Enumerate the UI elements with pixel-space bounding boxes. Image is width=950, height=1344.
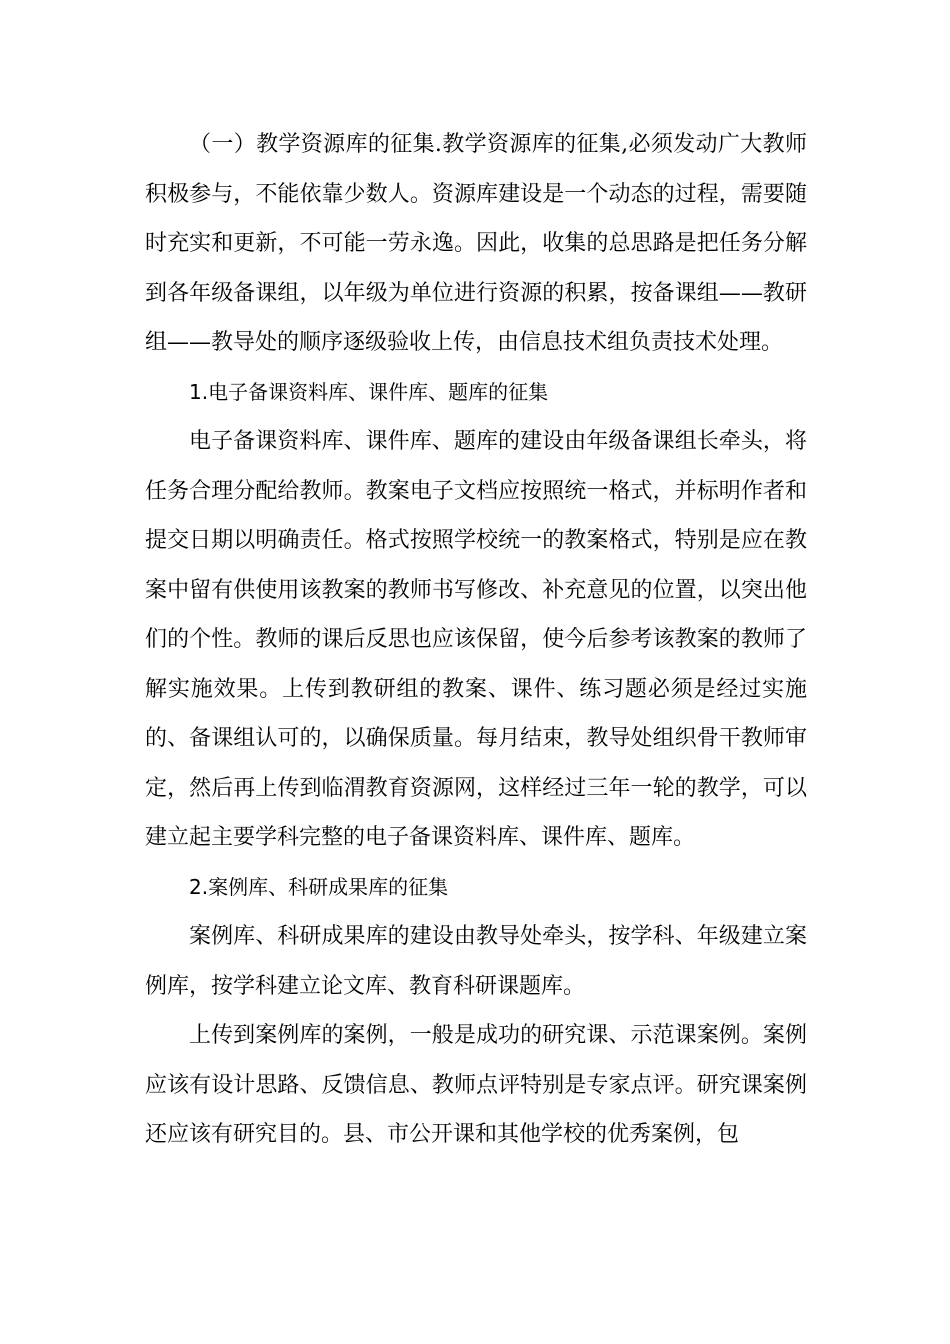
paragraph-case-research-library: 案例库、科研成果库的建设由教导处牵头，按学科、年级建立案例库，按学科建立论文库、教育科研课题库。 xyxy=(145,924,807,999)
paragraph-electronic-lesson-library: 电子备课资料库、课件库、题库的建设由年级备课组长牵头，将任务合理分配给教师。教案电子文档应按照统一格式，并标明作者和提交日期以明确责任。格式按照学校统一的教案格式，特别是应在教案中留有供使用该教案的教师书写修改、补充意见的位置，以突出他们的个性。教师的课后反思也应该保留，使今后参考该教案的教师了解实施效果。上传到教研组的教案、课件、练习题必须是经过实施的、备课组认可的，以确保质量。每月结束，教导处组织骨干教师审定，然后再上传到临渭教育资源网，这样经过三年一轮的教学，可以建立起主要学科完整的电子备课资料库、课件库、题库。 xyxy=(145,429,807,850)
paragraph-case-library-upload: 上传到案例库的案例，一般是成功的研究课、示范课案例。案例应该有设计思路、反馈信息、教师点评特别是专家点评。研究课案例还应该有研究目的。县、市公开课和其他学校的优秀案例，包 xyxy=(145,1023,807,1147)
document-page xyxy=(145,120,807,1160)
heading-electronic-lesson-library: 1.电子备课资料库、课件库、题库的征集 xyxy=(189,379,549,404)
heading-case-research-library: 2.案例库、科研成果库的征集 xyxy=(189,874,449,899)
paragraph-resource-collection: （一）教学资源库的征集.教学资源库的征集,必须发动广大教师积极参与，不能依靠少数人。资源库建设是一个动态的过程，需要随时充实和更新，不可能一劳永逸。因此，收集的总思路是把任务分解到各年级备课组，以年级为单位进行资源的积累，按备课组——教研组——教导处的顺序逐级验收上传，由信息技术组负责技术处理。 xyxy=(145,132,807,355)
